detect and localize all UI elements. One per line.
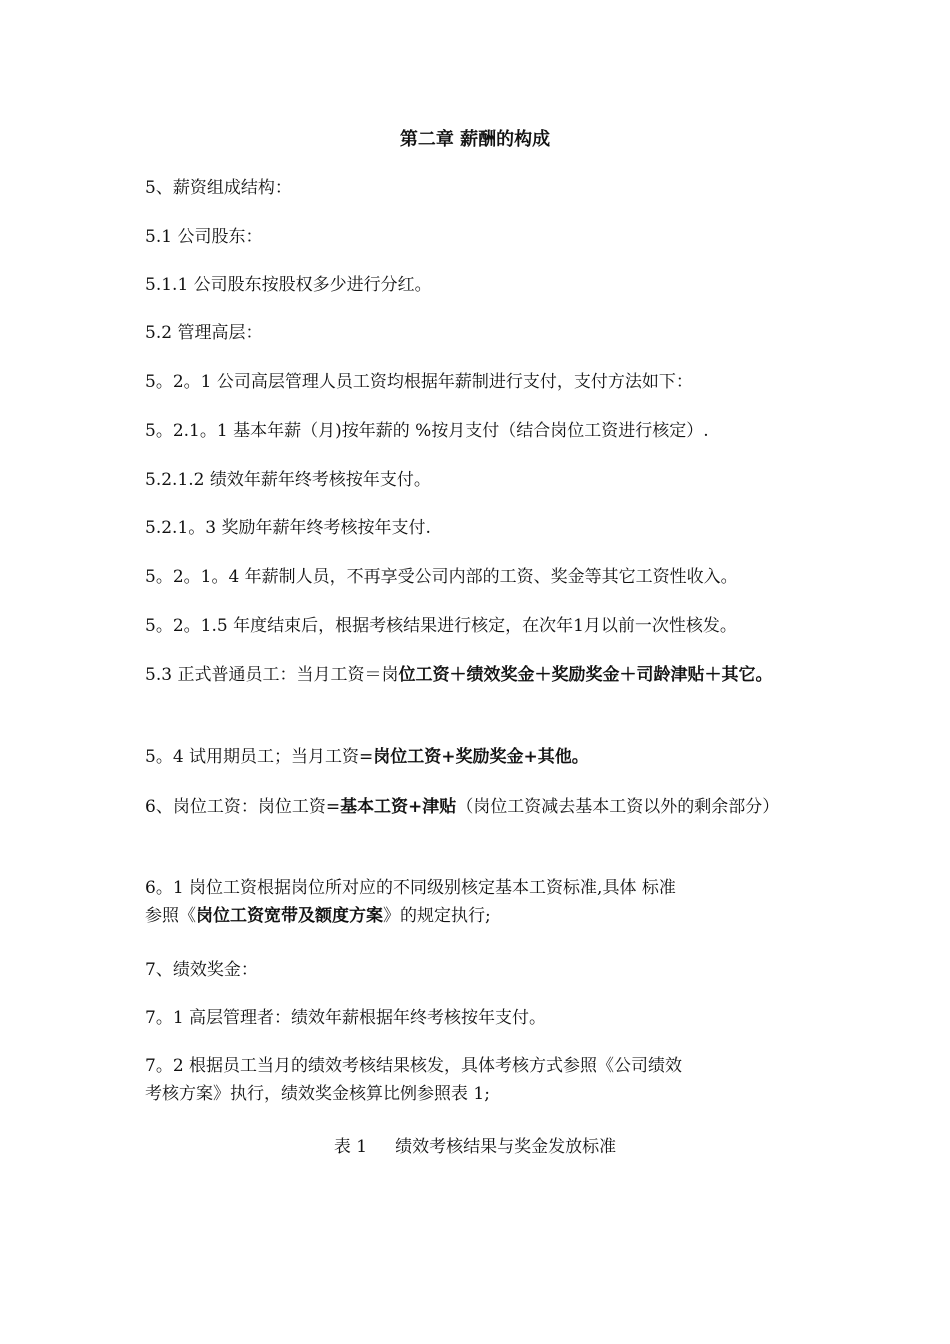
paragraph-6-1-line1: 6。1 岗位工资根据岗位所对应的不同级别核定基本工资标准,具体 标准: [145, 878, 676, 898]
paragraph-5-2-1-1: 5。2.1。1 基本年薪（月)按年薪的 %按月支付（结合岗位工资进行核定）.: [145, 421, 709, 441]
paragraph-5-4-prefix: 5。4 试用期员工；当月工资=: [145, 747, 374, 767]
paragraph-6-1: [145, 874, 810, 930]
chapter-title: 第二章 薪酬的构成: [399, 129, 551, 150]
paragraph-7: 7、绩效奖金：: [145, 960, 258, 980]
paragraph-6: [145, 792, 810, 822]
paragraph-5-3: [145, 660, 810, 690]
paragraph-5-3-bold: 位工资＋绩效奖金＋奖励奖金＋司龄津贴＋其它。: [398, 665, 773, 685]
paragraph-5-3-prefix: 5.3 正式普通员工：当月工资＝岗: [145, 665, 399, 685]
paragraph-6-1-line2-suffix: 》的规定执行;: [383, 906, 491, 926]
paragraph-7-2: [145, 1052, 810, 1108]
paragraph-6-bold: 基本工资+津贴: [340, 797, 457, 817]
paragraph-5-2: 5.2 管理高层：: [145, 323, 263, 343]
paragraph-5-1: 5.1 公司股东：: [145, 227, 263, 247]
paragraph-5-2-1-4: 5。2。1。4 年薪制人员，不再享受公司内部的工资、奖金等其它工资性收入。: [145, 567, 738, 587]
table-caption-text: 绩效考核结果与奖金发放标准: [395, 1137, 617, 1157]
paragraph-7-2-line1: 7。2 根据员工当月的绩效考核结果核发，具体考核方式参照《公司绩效: [145, 1056, 683, 1076]
paragraph-5-1-1: 5.1.1 公司股东按股权多少进行分红。: [145, 275, 432, 295]
table-caption-label: 表 1: [333, 1137, 368, 1157]
paragraph-5-2-1: 5。2。1 公司高层管理人员工资均根据年薪制进行支付，支付方法如下：: [145, 372, 693, 392]
paragraph-5-4-bold: 岗位工资+奖励奖金+其他。: [373, 747, 589, 767]
paragraph-6-suffix: （岗位工资减去基本工资以外的剩余部分）: [456, 797, 780, 817]
paragraph-6-prefix: 6、岗位工资：岗位工资=: [145, 797, 341, 817]
paragraph-5-4: [145, 742, 810, 772]
paragraph-5-2-1-5: 5。2。1.5 年度结束后，根据考核结果进行核定，在次年1月以前一次性核发。: [145, 616, 737, 636]
paragraph-5-2-1-2: 5.2.1.2 绩效年薪年终考核按年支付。: [145, 470, 431, 490]
paragraph-6-1-line2-prefix: 参照《: [145, 906, 196, 926]
paragraph-7-1: 7。1 高层管理者：绩效年薪根据年终考核按年支付。: [145, 1008, 547, 1028]
paragraph-5: 5、薪资组成结构：: [145, 178, 292, 198]
table-caption: [0, 1132, 950, 1162]
paragraph-5-2-1-3: 5.2.1。3 奖励年薪年终考核按年支付.: [145, 518, 431, 538]
paragraph-6-1-line2-bold: 岗位工资宽带及额度方案: [196, 906, 383, 926]
paragraph-7-2-line2: 考核方案》执行，绩效奖金核算比例参照表 1;: [145, 1084, 490, 1104]
paragraph-6-1-line2: [145, 902, 810, 930]
